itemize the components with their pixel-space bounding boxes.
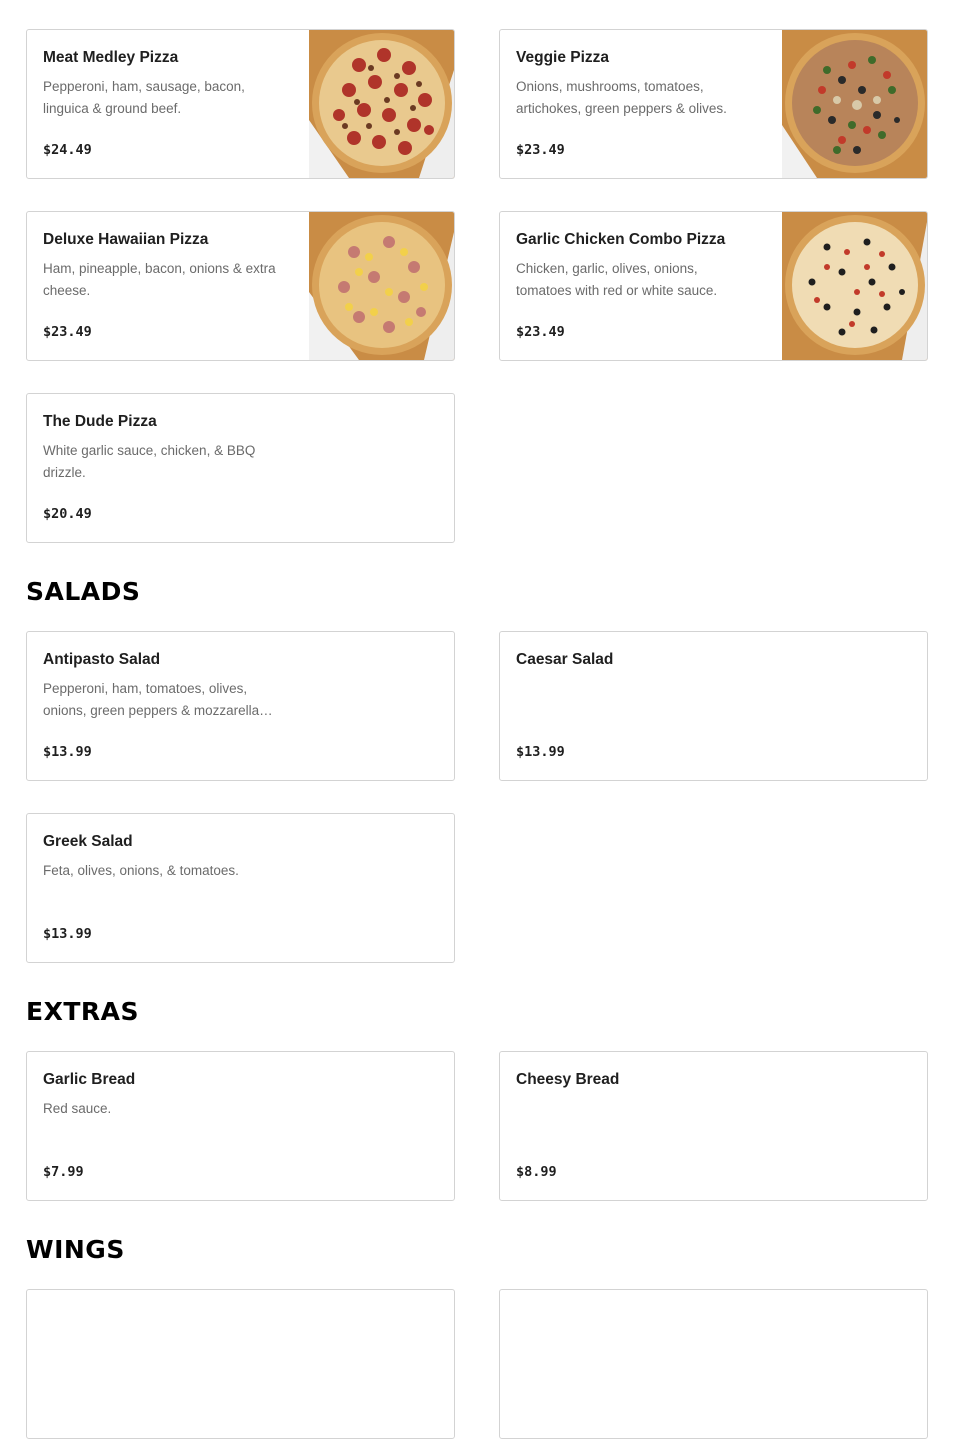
menu-item-card[interactable] [26,29,455,179]
item-description: Chicken, garlic, olives, onions, tomatoes with red or white sauce. [516,261,718,298]
item-description: Ham, pineapple, bacon, onions & extra cheese. [43,261,276,298]
item-name: Veggie Pizza [516,49,610,66]
item-price: $23.49 [43,324,92,340]
item-name: Garlic Bread [43,1071,136,1088]
pizza-garlic-chicken-image [782,212,927,360]
menu-item-card[interactable] [26,393,455,543]
item-description: Onions, mushrooms, tomatoes, artichokes, green peppers & olives. [516,79,727,116]
menu-item-card[interactable] [26,813,455,963]
item-price: $13.99 [43,926,92,942]
item-description: Red sauce. [43,1101,112,1116]
item-description: White garlic sauce, chicken, & BBQ drizzle. [43,443,256,480]
item-price: $24.49 [43,142,92,158]
item-name: Deluxe Hawaiian Pizza [43,231,209,248]
item-price: $23.49 [516,142,565,158]
menu-item-card[interactable] [499,1289,928,1439]
menu-item-card[interactable] [499,1051,928,1201]
menu-item-card[interactable] [26,1051,455,1201]
section-title-extras: EXTRAS [26,997,140,1026]
item-name: Caesar Salad [516,651,614,668]
menu-item-card[interactable] [26,631,455,781]
item-name: Cheesy Bread [516,1071,620,1088]
section-title-wings: WINGS [26,1235,125,1264]
item-price: $13.99 [516,744,565,760]
item-price: $13.99 [43,744,92,760]
item-description: Pepperoni, ham, sausage, bacon, linguica & ground beef. [43,79,245,116]
pizza-meat-medley-image [309,30,454,178]
menu-item-card[interactable] [499,631,928,781]
item-name: Antipasto Salad [43,651,161,668]
menu-item-card[interactable] [26,1289,455,1439]
menu-item-card[interactable] [26,211,455,361]
item-price: $20.49 [43,506,92,522]
pizza-veggie-image [782,30,927,178]
item-price: $23.49 [516,324,565,340]
pizza-hawaiian-image [309,212,454,360]
item-name: Garlic Chicken Combo Pizza [516,231,726,248]
item-name: Greek Salad [43,833,133,850]
menu-item-card[interactable] [499,211,928,361]
section-title-salads: SALADS [26,577,141,606]
item-name: Meat Medley Pizza [43,49,179,66]
item-price: $7.99 [43,1164,84,1180]
item-price: $8.99 [516,1164,557,1180]
item-description: Pepperoni, ham, tomatoes, olives, onions, green peppers & mozzarella… [43,681,273,718]
item-name: The Dude Pizza [43,413,157,430]
menu-item-card[interactable] [499,29,928,179]
item-description: Feta, olives, onions, & tomatoes. [43,863,239,878]
